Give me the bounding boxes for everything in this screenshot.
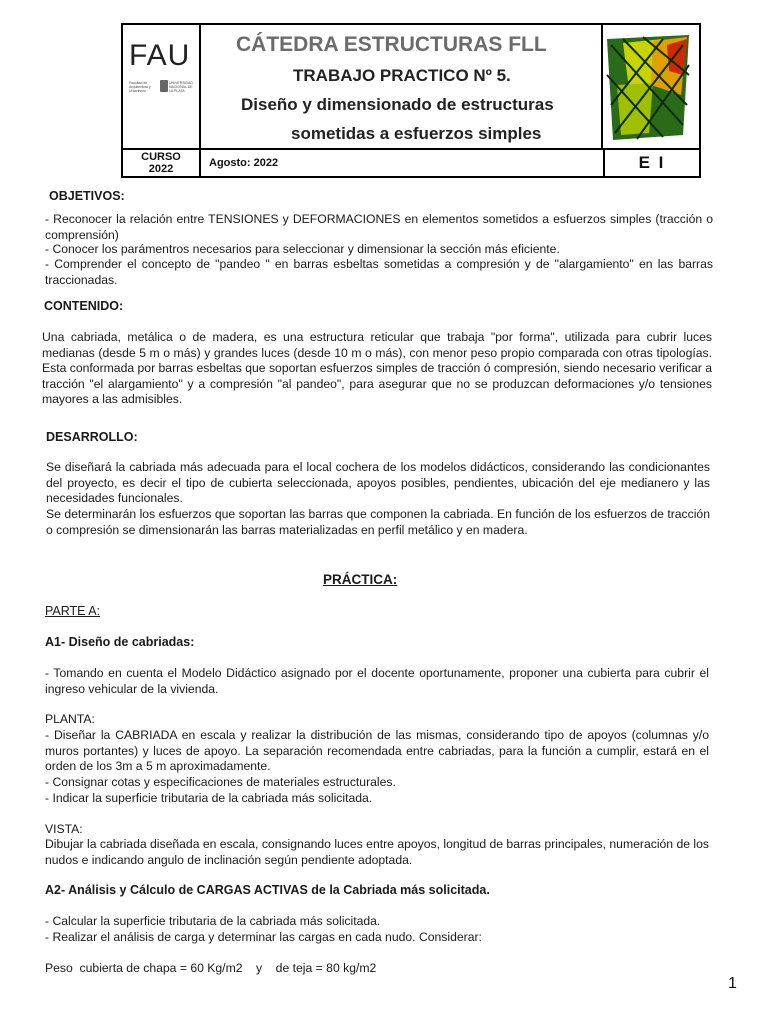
desarrollo-paragraph-2: Se determinarán los esfuerzos que soportan las barras que componen la cabriada. En función de los esfuerzos de tracción o compresión se dimensionarán las barras materializadas en perfil metálico y en madera. bbox=[46, 507, 710, 537]
subtitle-line-1: Diseño y dimensionado de estructuras bbox=[241, 95, 554, 114]
vista-label: VISTA: bbox=[45, 822, 83, 836]
practica-heading: PRÁCTICA: bbox=[323, 572, 398, 587]
structure-render-icon bbox=[603, 25, 697, 146]
catedra-title: CÁTEDRA ESTRUCTURAS FLL bbox=[236, 33, 547, 56]
desarrollo-paragraph-1: Se diseñará la cabriada más adecuada para el local cochera de los modelos didácticos, considerando las condicionantes del proyecto, es decir el tipo de cubierta seleccionada, apoyos posibles, pendientes, ubicación del eje medianero y las necesidades funcionales. bbox=[46, 460, 710, 506]
vista-text: Dibujar la cabriada diseñada en escala, consignando luces entre apoyos, longitud de barras principales, numeración de los nudos e indicando angulo de inclinación según pendiente adoptada. bbox=[45, 837, 709, 867]
curso-cell bbox=[123, 150, 201, 176]
document-header bbox=[121, 23, 701, 178]
tp-title: TRABAJO PRACTICO Nº 5. bbox=[293, 66, 511, 85]
a2-heading: A2- Análisis y Cálculo de CARGAS ACTIVAS de la Cabriada más solicitada. bbox=[45, 883, 490, 897]
code-cell: E I bbox=[603, 150, 699, 176]
objetivos-heading: OBJETIVOS: bbox=[49, 189, 125, 203]
planta-line-1: - Diseñar la CABRIADA en escala y realizar la distribución de las mismas, considerando tipo de apoyos (columnas y/o muros portantes) y luces de apoyo. La separación recomendada entre cabriadas, para la función a cumplir, estará en el orden de los 3m a 5 m aproximadamente. bbox=[45, 728, 709, 774]
a2-line-1: - Calcular la superficie tributaria de la cabriada más solicitada. bbox=[45, 914, 381, 928]
structure-image bbox=[601, 25, 699, 148]
objetivos-line-2: - Conocer los parámentros necesarios para seleccionar y dimensionar la sección más eficiente. bbox=[45, 242, 560, 256]
objetivos-line-3: - Comprender el concepto de "pandeo " en barras esbeltas sometidas a compresión y de "alargamiento" en las barras traccionadas. bbox=[45, 257, 713, 287]
a1-text: - Tomando en cuenta el Modelo Didáctico asignado por el docente oportunamente, proponer una cubierta para cubrir el ingreso vehicular de la vivienda. bbox=[45, 666, 709, 696]
a1-heading: A1- Diseño de cabriadas: bbox=[45, 635, 195, 649]
planta-line-2: - Consignar cotas y especificaciones de materiales estructurales. bbox=[45, 775, 396, 789]
peso-cubierta-line: Peso cubierta de chapa = 60 Kg/m2 y de teja = 80 kg/m2 bbox=[45, 961, 377, 975]
header-bottom-row bbox=[123, 148, 699, 176]
fecha: Agosto: 2022 bbox=[209, 157, 279, 169]
curso-label: CURSO bbox=[141, 151, 181, 163]
unlp-seal-icon bbox=[160, 80, 168, 92]
planta-line-3: - Indicar la superficie tributaria de la cabriada más solicitada. bbox=[45, 791, 373, 805]
parte-a-heading: PARTE A: bbox=[45, 604, 101, 618]
subtitle-line-2: sometidas a esfuerzos simples bbox=[291, 124, 542, 143]
title-cell bbox=[201, 25, 601, 148]
contenido-heading: CONTENIDO: bbox=[44, 299, 124, 313]
fau-logo: FAU bbox=[129, 39, 191, 72]
unlp-logo-text: UNIVERSIDAD NACIONAL DE LA PLATA bbox=[169, 81, 193, 93]
objetivos-line-1: - Reconocer la relación entre TENSIONES y DEFORMACIONES en elementos sometidos a esfuerzos simples (tracción o comprensión) bbox=[45, 212, 713, 242]
fau-logo-subtext: Facultad de Arquitectura y Urbanismo bbox=[129, 81, 151, 93]
planta-label: PLANTA: bbox=[45, 712, 95, 726]
desarrollo-heading: DESARROLLO: bbox=[46, 430, 138, 444]
a2-line-2: - Realizar el análisis de carga y determinar las cargas en cada nudo. Considerar: bbox=[45, 930, 482, 944]
curso-year: 2022 bbox=[148, 163, 174, 175]
page-number: 1 bbox=[728, 975, 737, 992]
contenido-text: Una cabriada, metálica o de madera, es una estructura reticular que trabaja "por forma", utilizada para cubrir luces medianas (desde 5 m o más) y grandes luces (desde 10 m o más), con menor peso propio comparada con otras tipologías. Esta conformada por barras esbeltas que soportan esfuerzos simples de tracción ó compresión, siendo necesario verificar a tracción "el alargamiento" y a compresión "al pandeo", para asegurar que no se produzcan deformaciones y/o tensiones mayores a las admisibles. bbox=[42, 330, 712, 407]
logo-cell bbox=[123, 25, 201, 148]
